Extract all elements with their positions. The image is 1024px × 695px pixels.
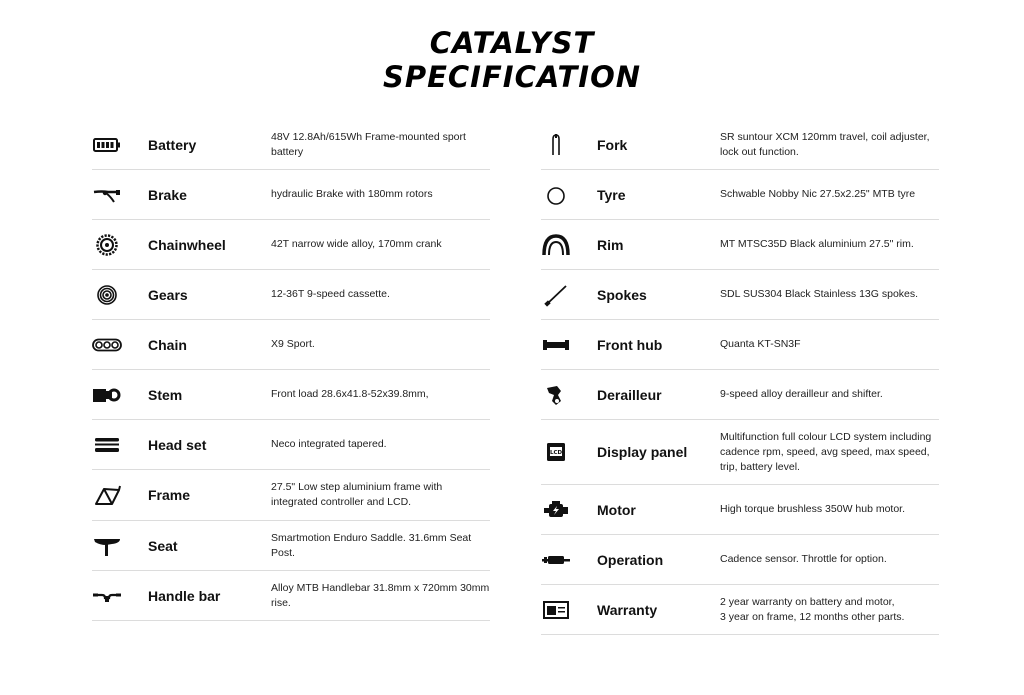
spec-row-spokes <box>541 270 939 320</box>
handlebar-icon <box>92 584 122 608</box>
spec-label: Gears <box>148 286 188 303</box>
spec-column-right <box>541 120 939 635</box>
spec-row-gears <box>92 270 490 320</box>
spec-row-rim <box>541 220 939 270</box>
spec-value: Smartmotion Enduro Saddle. 31.6mm Seat Post. <box>271 531 472 559</box>
spec-label: Frame <box>148 487 191 503</box>
spec-value: Alloy MTB Handlebar 31.8mm x 720mm 30mm rise. <box>271 581 490 609</box>
spec-value: 48V 12.8Ah/615Wh Frame-mounted sport battery <box>271 130 466 158</box>
spec-label: Chainwheel <box>148 236 226 253</box>
saddle-icon <box>92 534 122 558</box>
spec-label: Display panel <box>597 444 688 460</box>
spec-column-left <box>92 120 490 621</box>
spec-value: Schwable Nobby Nic 27.5x2.25" MTB tyre <box>720 188 916 200</box>
spec-value: 12-36T 9-speed cassette. <box>271 288 390 300</box>
hub-icon <box>541 333 571 357</box>
spec-row-operation <box>541 535 939 585</box>
spec-value: Multifunction full colour LCD system including cadence rpm, speed, avg speed, max speed, trip, battery level. <box>720 430 932 473</box>
spec-value: SR suntour XCM 120mm travel, coil adjuster, lock out function. <box>720 130 930 158</box>
spec-row-brake <box>92 170 490 220</box>
fork-icon <box>541 133 571 157</box>
spec-label: Handle bar <box>148 587 221 604</box>
spec-label: Stem <box>148 386 183 403</box>
spec-label: Derailleur <box>597 386 662 403</box>
brake-lever-icon <box>92 183 122 207</box>
spec-label: Spokes <box>597 286 647 303</box>
spec-row-stem <box>92 370 490 420</box>
spec-label: Seat <box>148 537 178 554</box>
spec-label: Fork <box>597 136 628 153</box>
rim-icon <box>541 233 571 257</box>
spec-row-frame <box>92 470 490 521</box>
spec-value: hydraulic Brake with 180mm rotors <box>271 188 433 200</box>
spec-value: 2 year warranty on battery and motor, 3 year on frame, 12 months other parts. <box>720 595 905 623</box>
spec-row-battery <box>92 120 490 170</box>
spec-value: 27.5" Low step aluminium frame with integrated controller and LCD. <box>271 481 443 508</box>
spec-row-warranty <box>541 585 939 635</box>
spec-row-motor <box>541 485 939 535</box>
spec-label: Front hub <box>597 336 663 353</box>
spec-row-head-set <box>92 420 490 470</box>
spec-value: SDL SUS304 Black Stainless 13G spokes. <box>720 288 919 300</box>
spec-row-front-hub <box>541 320 939 370</box>
motor-icon <box>541 498 571 522</box>
spec-label: Head set <box>148 436 207 453</box>
headset-icon <box>92 433 122 457</box>
spec-label: Brake <box>148 186 187 203</box>
chainwheel-icon <box>92 233 122 257</box>
sensor-icon <box>541 548 571 572</box>
spoke-icon <box>541 283 571 307</box>
spec-row-chainwheel <box>92 220 490 270</box>
spec-label: Operation <box>597 551 664 568</box>
spec-value: 42T narrow wide alloy, 170mm crank <box>271 238 442 250</box>
spec-label: Warranty <box>597 601 658 618</box>
spec-row-chain <box>92 320 490 370</box>
cassette-icon <box>92 283 122 307</box>
title-line-2: SPECIFICATION <box>382 60 642 94</box>
spec-label: Tyre <box>597 186 626 203</box>
tyre-icon <box>541 183 571 207</box>
spec-row-seat <box>92 521 490 571</box>
spec-value: Front load 28.6x41.8-52x39.8mm, <box>271 388 429 400</box>
chain-icon <box>92 333 122 357</box>
spec-row-tyre <box>541 170 939 220</box>
frame-icon <box>92 483 122 507</box>
spec-label: Rim <box>597 236 624 253</box>
spec-value: MT MTSC35D Black aluminium 27.5" rim. <box>720 238 914 250</box>
stem-icon <box>92 383 122 407</box>
spec-value: Quanta KT-SN3F <box>720 338 801 350</box>
certificate-icon <box>541 598 571 622</box>
battery-icon <box>92 133 122 157</box>
lcd-display-icon <box>541 440 571 464</box>
spec-value: Neco integrated tapered. <box>271 438 387 450</box>
spec-value: High torque brushless 350W hub motor. <box>720 503 906 515</box>
spec-row-handle-bar <box>92 571 490 621</box>
spec-row-derailleur <box>541 370 939 420</box>
spec-row-display-panel <box>541 420 939 485</box>
spec-label: Battery <box>148 136 197 153</box>
spec-label: Motor <box>597 501 636 518</box>
spec-row-fork <box>541 120 939 170</box>
page-title <box>0 26 1024 94</box>
spec-label: Chain <box>148 336 187 353</box>
spec-value: X9 Sport. <box>271 338 315 350</box>
svg-text:LCD: LCD <box>549 450 563 457</box>
spec-value: Cadence sensor. Throttle for option. <box>720 553 887 565</box>
spec-value: 9-speed alloy derailleur and shifter. <box>720 388 883 400</box>
derailleur-icon <box>541 383 571 407</box>
title-line-1: CATALYST <box>429 26 595 60</box>
